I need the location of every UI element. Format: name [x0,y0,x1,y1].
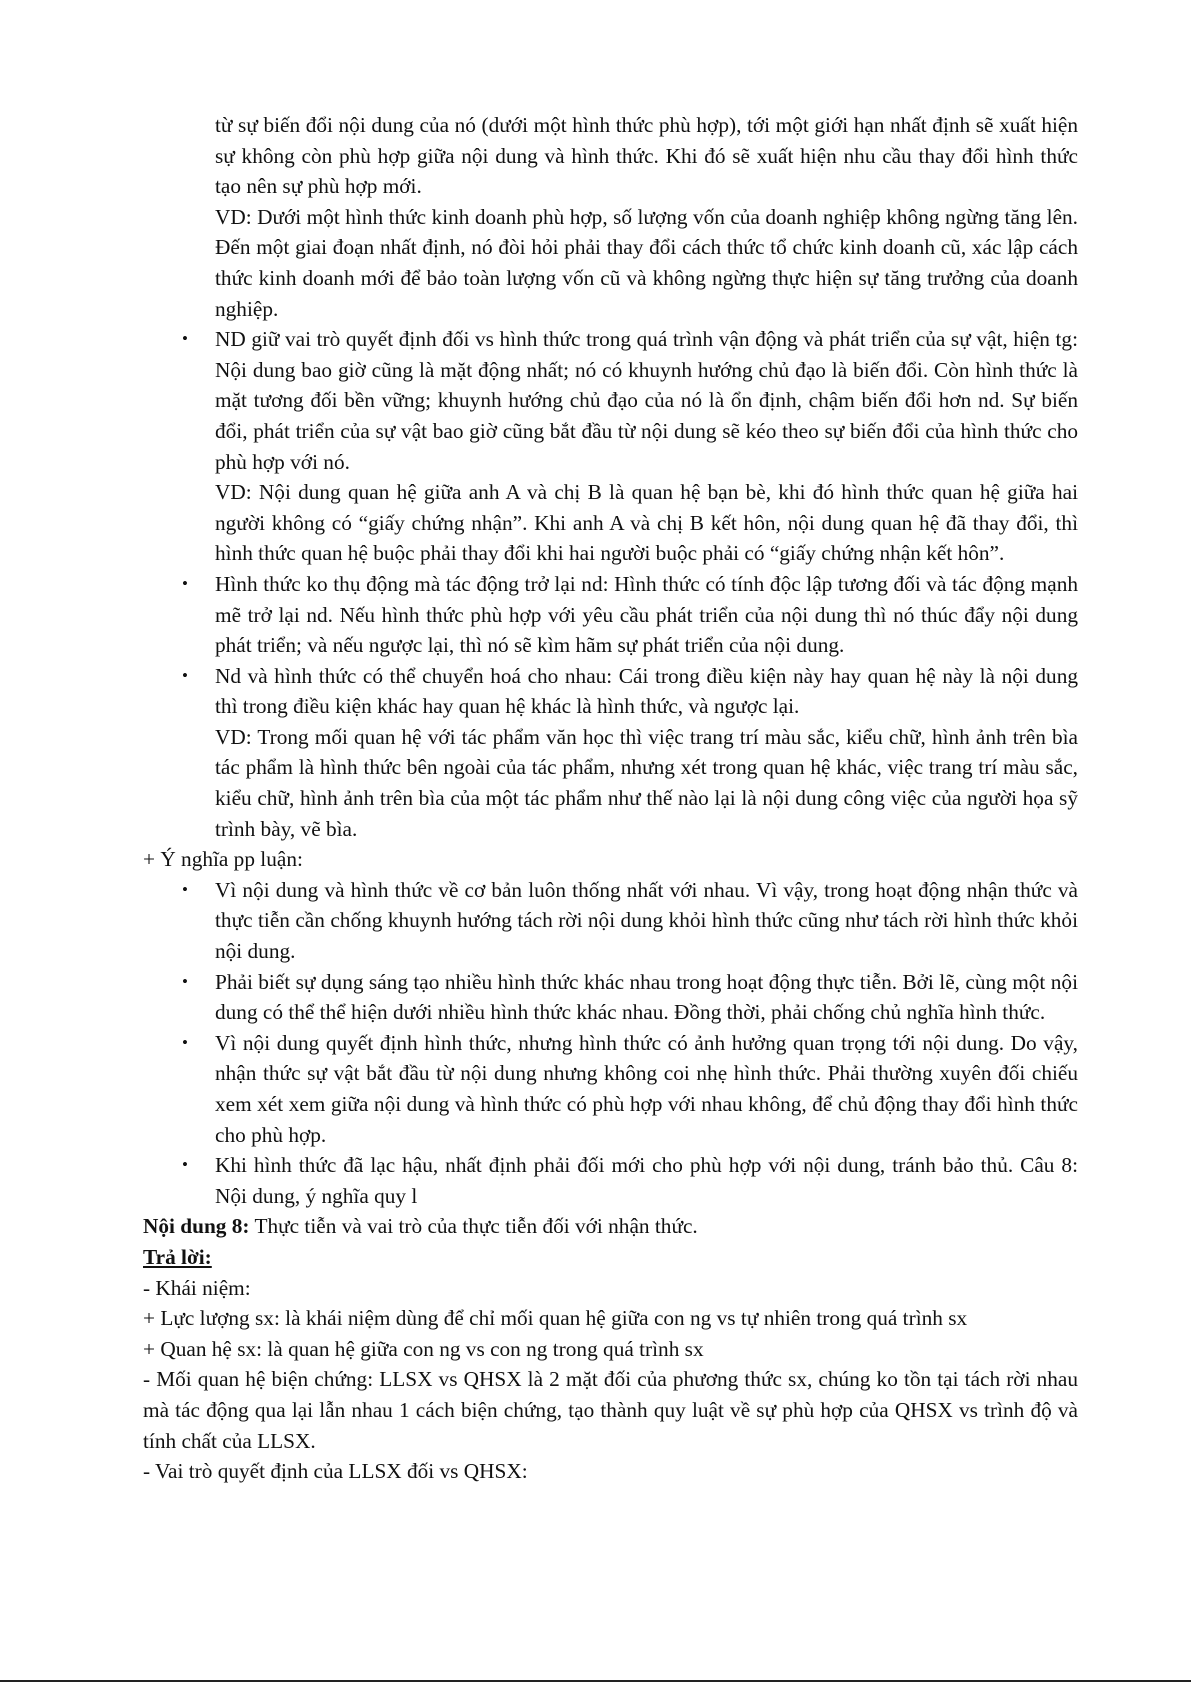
section-8-title [143,1211,1078,1242]
bullet-glyph: • [182,879,188,899]
page-bottom-rule [0,1680,1191,1682]
section-8-label: Nội dung 8: [143,1214,250,1239]
text-line: - Vai trò quyết định của LLSX đối vs QHSX: [143,1459,528,1484]
bullet-item [182,661,1078,845]
bullet-text: Vì nội dung và hình thức về cơ bản luôn thống nhất với nhau. Vì vậy, trong hoạt động nhận thức và thực tiễn cần chống khuynh hướng tách rời nội dung khỏi hình thức cũng như tách rời hình thức khỏi nội dung. [215,877,1078,964]
bullet-text: Nd và hình thức có thể chuyển hoá cho nhau: Cái trong điều kiện này hay quan hệ này là nội dung thì trong điều kiện khác hay quan hệ khác là hình thức, và ngược lại. [215,663,1078,719]
bullet-item [182,967,1078,1028]
text-line: - Khái niệm: [143,1275,251,1300]
answer-heading [143,1242,1078,1273]
bullet-item [182,1028,1078,1150]
bullet-item [182,1150,1078,1211]
text-line: + Lực lượng sx: là khái niệm dùng để chỉ mối quan hệ giữa con ng vs tự nhiên trong quá trình sx [143,1306,968,1331]
bullet-example: VD: Nội dung quan hệ giữa anh A và chị B là quan hệ bạn bè, khi đó hình thức quan hệ giữa hai người không có “giấy chứng nhận”. Khi anh A và chị B kết hôn, nội dung quan hệ đã thay đổi, thì hình thức quan hệ buộc phải thay đổi khi hai người buộc phải có “giấy chứng nhận kết hôn”. [215,480,1078,566]
bullet-item [182,569,1078,661]
bullet-glyph: • [182,1155,188,1175]
bullet-glyph: • [182,1032,188,1052]
bullet-item [182,875,1078,967]
text-line: - Mối quan hệ biện chứng: LLSX vs QHSX là 2 mặt đối của phương thức sx, chúng ko tồn tại tách rời nhau mà tác động qua lại lẫn nhau 1 cách biện chứng, tạo thành quy luật về sự phù hợp của QHSX vs trình độ và tính chất của LLSX. [143,1367,1078,1453]
bullet-text: Khi hình thức đã lạc hậu, nhất định phải đối mới cho phù hợp với nội dung, tránh bảo thủ. Câu 8: Nội dung, ý nghĩa quy l [215,1153,1078,1208]
bullet-text: Phải biết sự dụng sáng tạo nhiều hình thức khác nhau trong hoạt động thực tiễn. Bởi lẽ, cùng một nội dung có thể thể hiện dưới nhiều hình thức khác nhau. Đồng thời, phải chống chủ nghĩa hình thức. [215,969,1078,1025]
bullet-text: Hình thức ko thụ động mà tác động trở lại nd: Hình thức có tính độc lập tương đối và tác động mạnh mẽ trở lại nd. Nếu hình thức phù hợp với yêu cầu phát triển của nội dung thì nó thúc đẩy nội dung phát triển; và nếu ngược lại, thì nó sẽ kìm hãm sự phát triển của nội dung. [215,571,1078,658]
section-8-title-text: Thực tiễn và vai trò của thực tiễn đối với nhận thức. [249,1214,698,1239]
bullet-glyph: • [182,329,188,349]
section-heading-y-nghia: + Ý nghĩa pp luận: [143,847,303,872]
bullet-text: Vì nội dung quyết định hình thức, nhưng hình thức có ảnh hưởng quan trọng tới nội dung. Do vậy, nhận thức sự vật bắt đầu từ nội dung nhưng không coi nhẹ hình thức. Phải thường xuyên đối chiếu xem xét xem giữa nội dung và hình thức có phù hợp với nhau không, để chủ động thay đổi hình thức cho phù hợp. [215,1030,1078,1147]
answer-label: Trả lời: [143,1244,212,1269]
bullet-glyph: • [182,665,188,685]
page-content [143,110,1078,1487]
bullet-item [182,324,1078,569]
bullet-example: VD: Trong mối quan hệ với tác phẩm văn học thì việc trang trí màu sắc, kiểu chữ, hình ảnh trên bìa tác phẩm là hình thức bên ngoài của tác phẩm, nhưng xét trong quan hệ khác, việc trang trí màu sắc, kiểu chữ, hình ảnh trên bìa của một tác phẩm như thế nào lại là nội dung công việc của người họa sỹ trình bày, vẽ bìa. [215,724,1078,841]
bullet-glyph: • [182,573,188,593]
paragraph-continuation: từ sự biến đổi nội dung của nó (dưới một hình thức phù hợp), tới một giới hạn nhất định sẽ xuất hiện sự không còn phù hợp giữa nội dung và hình thức. Khi đó sẽ xuất hiện nhu cầu thay đổi hình thức tạo nên sự phù hợp mới. [215,113,1078,199]
example-paragraph: VD: Dưới một hình thức kinh doanh phù hợp, số lượng vốn của doanh nghiệp không ngừng tăng lên. Đến một giai đoạn nhất định, nó đòi hỏi phải thay đổi cách thức tổ chức kinh doanh cũ, xác lập cách thức kinh doanh mới để bảo toàn lượng vốn cũ và không ngừng thực hiện sự tăng trưởng của doanh nghiệp. [215,204,1078,321]
bullet-text: ND giữ vai trò quyết định đối vs hình thức trong quá trình vận động và phát triển của sự vật, hiện tg: Nội dung bao giờ cũng là mặt động nhất; nó có khuynh hướng chủ đạo là biến đổi. Còn hình thức là mặt tương đối bền vững; khuynh hướng chủ đạo của nó là ổn định, chậm biến đổi hơn nd. Sự biến đổi, phát triển của sự vật bao giờ cũng bắt đầu từ nội dung sẽ kéo theo sự biến đổi của hình thức cho phù hợp với nó. [215,327,1078,474]
bullet-glyph: • [182,971,188,991]
text-line: + Quan hệ sx: là quan hệ giữa con ng vs con ng trong quá trình sx [143,1336,704,1361]
